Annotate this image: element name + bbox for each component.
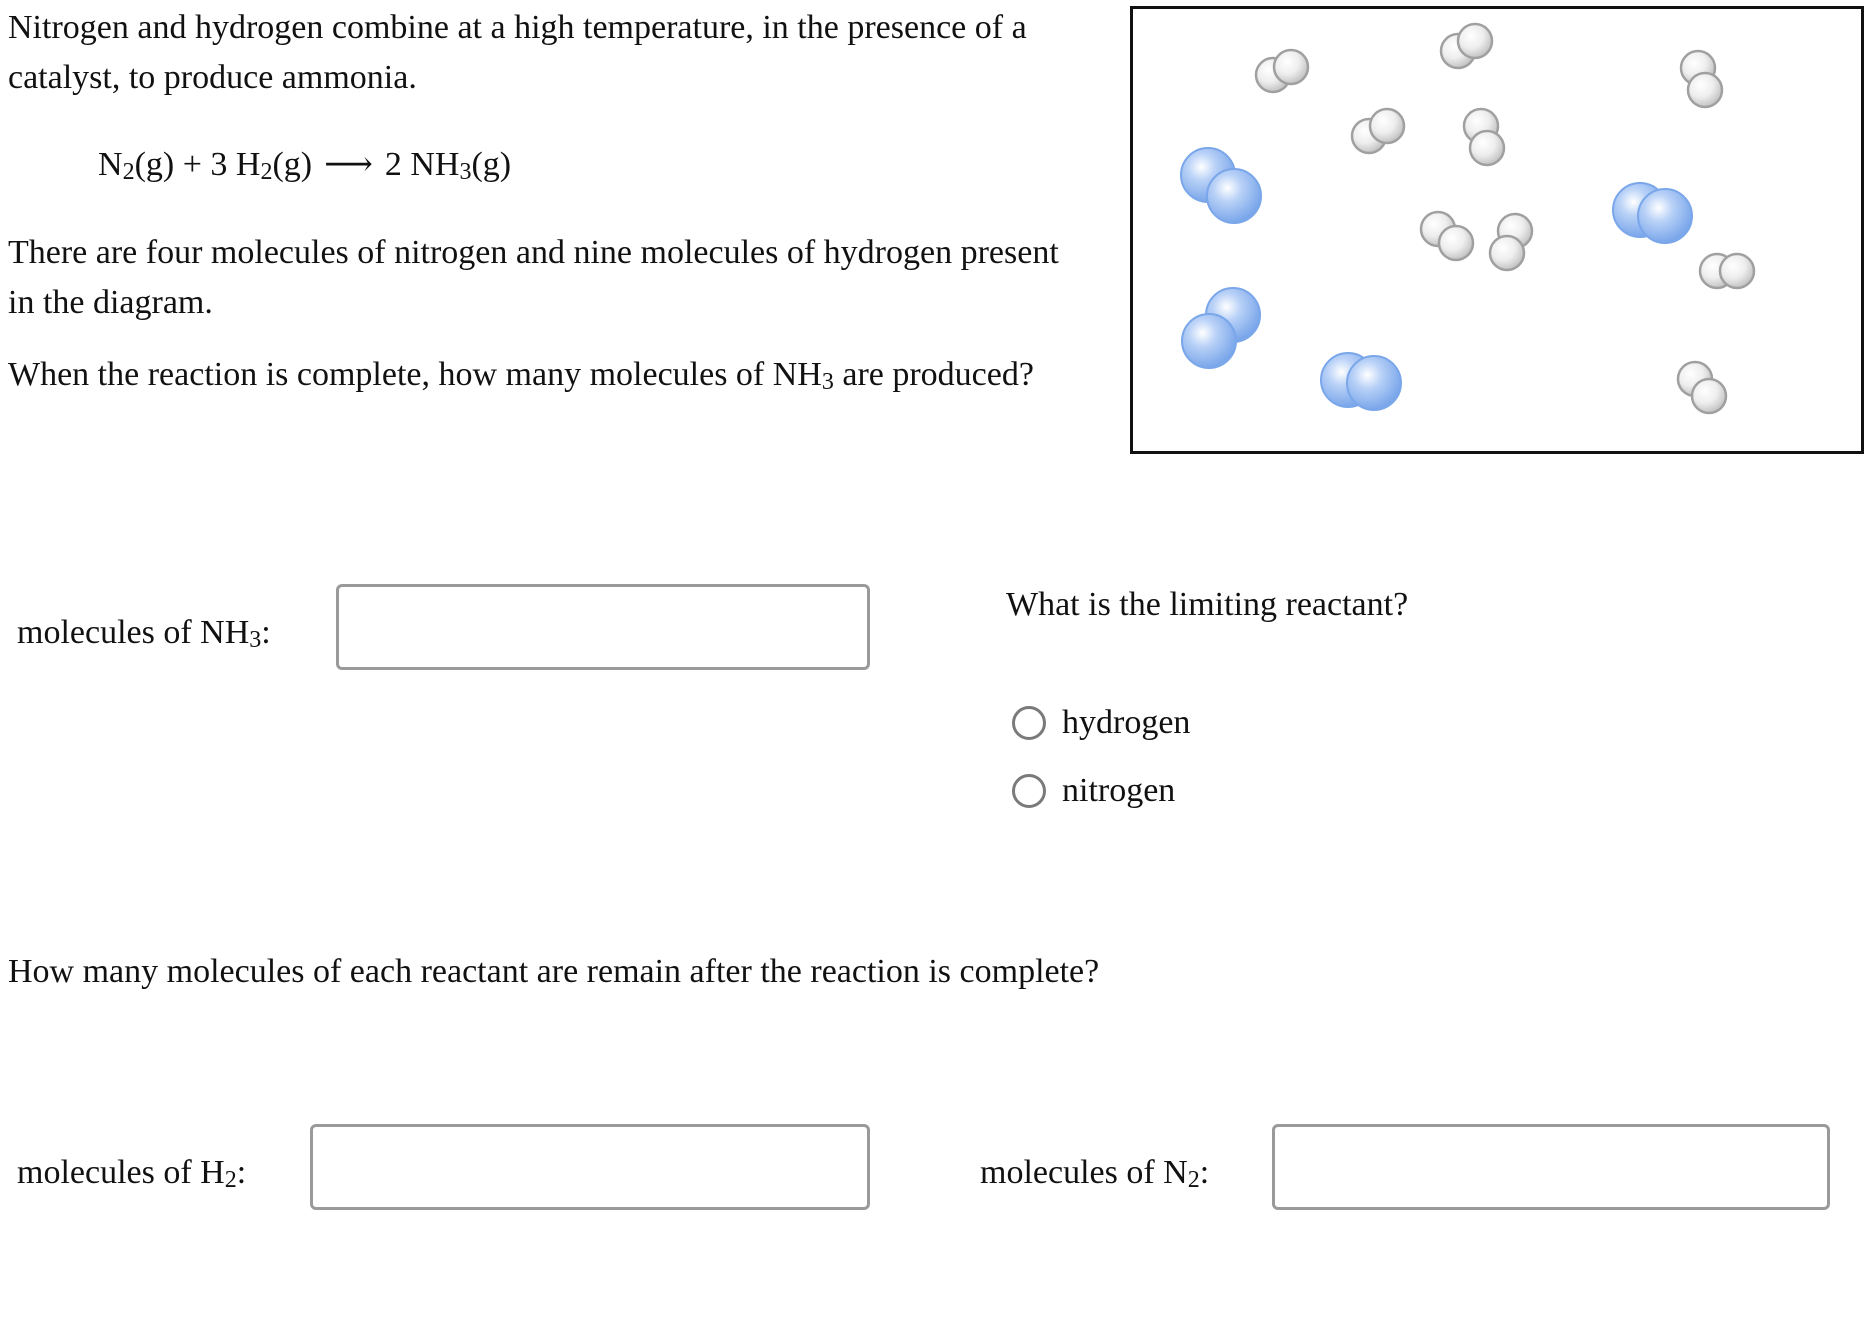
equation-nh3-state: (g) [471,146,512,183]
radio-label-nitrogen: nitrogen [1062,772,1176,809]
equation-nh3-subscript: 3 [459,159,472,185]
h2-molecules-input[interactable] [310,1124,870,1210]
nh3-label-subscript: 3 [249,627,262,653]
equation-h2-subscript: 2 [260,159,273,185]
equation-product-nh3: 2 NH [384,146,460,183]
h2-field-label [17,1148,246,1201]
reaction-equation [98,140,511,193]
question-nh3-prefix: When the reaction is complete, how many molecules of NH [8,356,822,393]
nh3-label-text: molecules of NH [17,614,250,651]
radio-label-hydrogen: hydrogen [1062,704,1191,741]
nitrogen-molecule [1321,353,1401,410]
hydrogen-molecule [1256,50,1308,92]
h2-label-colon: : [236,1154,247,1191]
equation-h2-state: (g) [272,146,313,183]
equation-reactant-h2: (g) + 3 H [134,146,261,183]
radio-button-hydrogen[interactable] [1012,706,1046,740]
hydrogen-molecule [1490,214,1532,270]
radio-button-nitrogen[interactable] [1012,774,1046,808]
molecule-diagram [1130,6,1864,454]
h2-label-text: molecules of H [17,1154,225,1191]
n2-field-label [980,1148,1209,1201]
question-nh3-produced [8,350,1034,403]
molecule-count-statement: There are four molecules of nitrogen and nine molecules of hydrogen present in the diagram. [8,234,1059,321]
nitrogen-molecule [1182,288,1260,368]
intro-text: Nitrogen and hydrogen combine at a high temperature, in the presence of a catalyst, to produce ammonia. [8,9,1027,96]
reaction-arrow-icon: ⟶ [324,146,373,183]
n2-label-colon: : [1199,1154,1210,1191]
nh3-field-label [17,608,271,661]
equation-reactant-n2: N [98,146,123,183]
n2-label-text: molecules of N [980,1154,1188,1191]
molecule-diagram-canvas [1133,9,1861,451]
hydrogen-molecule [1441,24,1492,68]
nh3-molecules-input[interactable] [336,584,870,670]
hydrogen-molecule [1681,51,1722,107]
h2-label-subscript: 2 [224,1167,237,1193]
question-nh3-suffix: are produced? [833,356,1034,393]
nitrogen-molecule [1613,183,1692,243]
hydrogen-molecule [1352,109,1404,153]
limiting-reactant-question: What is the limiting reactant? [1006,586,1409,623]
hydrogen-molecule [1464,109,1504,165]
radio-option-hydrogen[interactable] [1012,698,1190,748]
hydrogen-molecule [1700,254,1754,288]
radio-option-nitrogen[interactable] [1012,766,1175,816]
hydrogen-molecule [1678,362,1726,413]
equation-n2-subscript: 2 [122,159,135,185]
hydrogen-molecule [1421,212,1473,260]
nitrogen-molecule [1181,148,1261,223]
question-nh3-subscript: 3 [821,369,834,395]
nh3-label-colon: : [261,614,271,651]
n2-label-subscript: 2 [1187,1167,1200,1193]
n2-molecules-input[interactable] [1272,1124,1830,1210]
question-reactants-remaining: How many molecules of each reactant are remain after the reaction is complete? [8,953,1100,990]
